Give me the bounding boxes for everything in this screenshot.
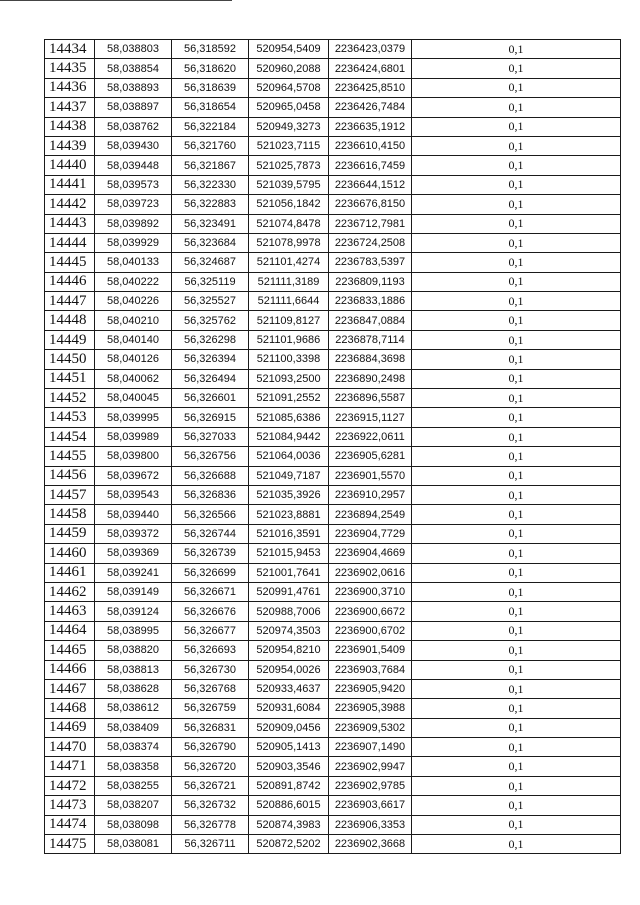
point-number-cell: 14448 [45,311,95,330]
table-row [45,233,621,252]
longitude-cell: 56,318620 [172,59,249,78]
coord-x-cell: 521035,3926 [249,485,329,504]
latitude-cell: 58,038358 [95,757,172,776]
latitude-cell: 58,039124 [95,602,172,621]
table-row [45,563,621,582]
coord-y-cell: 2236902,3668 [329,835,412,854]
coord-y-cell: 2236426,7484 [329,98,412,117]
page-top-rule [0,0,232,1]
table-row [45,447,621,466]
longitude-cell: 56,326836 [172,485,249,504]
table-row [45,350,621,369]
point-number-cell: 14445 [45,253,95,272]
coord-x-cell: 520933,4637 [249,679,329,698]
coord-y-cell: 2236902,9947 [329,757,412,776]
accuracy-cell: 0,1 [412,641,621,660]
accuracy-cell: 0,1 [412,156,621,175]
point-number-cell: 14443 [45,214,95,233]
latitude-cell: 58,038820 [95,641,172,660]
point-number-cell: 14451 [45,369,95,388]
latitude-cell: 58,038098 [95,815,172,834]
point-number-cell: 14437 [45,98,95,117]
accuracy-cell: 0,1 [412,699,621,718]
table-row [45,98,621,117]
point-number-cell: 14450 [45,350,95,369]
longitude-cell: 56,318592 [172,40,249,59]
table-row [45,117,621,136]
coordinates-table [44,39,621,854]
accuracy-cell: 0,1 [412,272,621,291]
longitude-cell: 56,318639 [172,78,249,97]
accuracy-cell: 0,1 [412,544,621,563]
coord-y-cell: 2236915,1127 [329,408,412,427]
latitude-cell: 58,038995 [95,621,172,640]
latitude-cell: 58,038893 [95,78,172,97]
coord-y-cell: 2236902,0616 [329,563,412,582]
latitude-cell: 58,038409 [95,718,172,737]
accuracy-cell: 0,1 [412,195,621,214]
coord-y-cell: 2236910,2957 [329,485,412,504]
coord-y-cell: 2236900,6672 [329,602,412,621]
longitude-cell: 56,326730 [172,660,249,679]
coord-y-cell: 2236644,1512 [329,175,412,194]
accuracy-cell: 0,1 [412,350,621,369]
point-number-cell: 14442 [45,195,95,214]
latitude-cell: 58,039723 [95,195,172,214]
table-row [45,369,621,388]
coord-x-cell: 521049,7187 [249,466,329,485]
coord-y-cell: 2236905,6281 [329,447,412,466]
latitude-cell: 58,038854 [95,59,172,78]
latitude-cell: 58,039989 [95,427,172,446]
latitude-cell: 58,040222 [95,272,172,291]
coord-y-cell: 2236904,7729 [329,524,412,543]
accuracy-cell: 0,1 [412,408,621,427]
coord-y-cell: 2236922,0611 [329,427,412,446]
coord-y-cell: 2236635,1912 [329,117,412,136]
accuracy-cell: 0,1 [412,485,621,504]
table-row [45,136,621,155]
table-row [45,796,621,815]
coord-x-cell: 520965,0458 [249,98,329,117]
longitude-cell: 56,326711 [172,835,249,854]
coord-x-cell: 521001,7641 [249,563,329,582]
longitude-cell: 56,324687 [172,253,249,272]
longitude-cell: 56,326298 [172,330,249,349]
table-row [45,214,621,233]
coord-x-cell: 521064,0036 [249,447,329,466]
accuracy-cell: 0,1 [412,757,621,776]
coord-x-cell: 520909,0456 [249,718,329,737]
accuracy-cell: 0,1 [412,466,621,485]
latitude-cell: 58,038813 [95,660,172,679]
table-row [45,330,621,349]
longitude-cell: 56,326699 [172,563,249,582]
coord-y-cell: 2236894,2549 [329,505,412,524]
table-row [45,718,621,737]
coord-y-cell: 2236724,2508 [329,233,412,252]
longitude-cell: 56,325119 [172,272,249,291]
table-row [45,175,621,194]
coord-x-cell: 520988,7006 [249,602,329,621]
coord-x-cell: 520960,2088 [249,59,329,78]
coord-x-cell: 521078,9978 [249,233,329,252]
table-row [45,485,621,504]
longitude-cell: 56,325762 [172,311,249,330]
point-number-cell: 14458 [45,505,95,524]
longitude-cell: 56,326732 [172,796,249,815]
coord-y-cell: 2236900,6702 [329,621,412,640]
coord-x-cell: 520903,3546 [249,757,329,776]
accuracy-cell: 0,1 [412,117,621,136]
longitude-cell: 56,326676 [172,602,249,621]
coord-y-cell: 2236423,0379 [329,40,412,59]
table-row [45,427,621,446]
coord-x-cell: 521015,9453 [249,544,329,563]
coord-y-cell: 2236906,3353 [329,815,412,834]
accuracy-cell: 0,1 [412,582,621,601]
coord-x-cell: 521023,8881 [249,505,329,524]
coord-x-cell: 520974,3503 [249,621,329,640]
latitude-cell: 58,038762 [95,117,172,136]
coord-y-cell: 2236783,5397 [329,253,412,272]
latitude-cell: 58,040133 [95,253,172,272]
point-number-cell: 14466 [45,660,95,679]
coord-x-cell: 520872,5202 [249,835,329,854]
accuracy-cell: 0,1 [412,738,621,757]
coord-y-cell: 2236896,5587 [329,389,412,408]
table-row [45,466,621,485]
accuracy-cell: 0,1 [412,369,621,388]
point-number-cell: 14473 [45,796,95,815]
accuracy-cell: 0,1 [412,835,621,854]
coord-y-cell: 2236847,0884 [329,311,412,330]
accuracy-cell: 0,1 [412,427,621,446]
table-row [45,311,621,330]
table-row [45,602,621,621]
coord-y-cell: 2236884,3698 [329,350,412,369]
table-row [45,195,621,214]
accuracy-cell: 0,1 [412,796,621,815]
latitude-cell: 58,038081 [95,835,172,854]
coord-y-cell: 2236610,4150 [329,136,412,155]
coord-x-cell: 520954,8210 [249,641,329,660]
table-row [45,679,621,698]
longitude-cell: 56,321760 [172,136,249,155]
accuracy-cell: 0,1 [412,815,621,834]
latitude-cell: 58,039372 [95,524,172,543]
point-number-cell: 14453 [45,408,95,427]
table-row [45,156,621,175]
coord-x-cell: 521093,2500 [249,369,329,388]
longitude-cell: 56,326601 [172,389,249,408]
accuracy-cell: 0,1 [412,59,621,78]
point-number-cell: 14471 [45,757,95,776]
latitude-cell: 58,039929 [95,233,172,252]
coord-x-cell: 520905,1413 [249,738,329,757]
coord-y-cell: 2236712,7981 [329,214,412,233]
coord-x-cell: 520931,6084 [249,699,329,718]
point-number-cell: 14459 [45,524,95,543]
point-number-cell: 14440 [45,156,95,175]
table-row [45,408,621,427]
coord-x-cell: 521109,8127 [249,311,329,330]
latitude-cell: 58,040210 [95,311,172,330]
longitude-cell: 56,326721 [172,776,249,795]
coord-y-cell: 2236903,7684 [329,660,412,679]
latitude-cell: 58,040226 [95,292,172,311]
accuracy-cell: 0,1 [412,776,621,795]
latitude-cell: 58,039440 [95,505,172,524]
table-row [45,835,621,854]
longitude-cell: 56,326394 [172,350,249,369]
longitude-cell: 56,326756 [172,447,249,466]
coord-x-cell: 520874,3983 [249,815,329,834]
point-number-cell: 14436 [45,78,95,97]
longitude-cell: 56,318654 [172,98,249,117]
coord-x-cell: 521111,6644 [249,292,329,311]
coord-y-cell: 2236903,6617 [329,796,412,815]
point-number-cell: 14461 [45,563,95,582]
accuracy-cell: 0,1 [412,253,621,272]
point-number-cell: 14468 [45,699,95,718]
accuracy-cell: 0,1 [412,136,621,155]
latitude-cell: 58,039800 [95,447,172,466]
point-number-cell: 14452 [45,389,95,408]
coord-y-cell: 2236902,9785 [329,776,412,795]
coord-x-cell: 520886,6015 [249,796,329,815]
longitude-cell: 56,326693 [172,641,249,660]
coord-x-cell: 520991,4761 [249,582,329,601]
accuracy-cell: 0,1 [412,505,621,524]
point-number-cell: 14446 [45,272,95,291]
coord-y-cell: 2236905,9420 [329,679,412,698]
coord-x-cell: 521101,9686 [249,330,329,349]
table-row [45,699,621,718]
accuracy-cell: 0,1 [412,40,621,59]
point-number-cell: 14449 [45,330,95,349]
point-number-cell: 14438 [45,117,95,136]
point-number-cell: 14475 [45,835,95,854]
coordinates-table-body [45,40,621,854]
table-row [45,621,621,640]
latitude-cell: 58,039543 [95,485,172,504]
latitude-cell: 58,038612 [95,699,172,718]
latitude-cell: 58,040140 [95,330,172,349]
table-row [45,544,621,563]
table-row [45,78,621,97]
longitude-cell: 56,323684 [172,233,249,252]
longitude-cell: 56,322184 [172,117,249,136]
point-number-cell: 14465 [45,641,95,660]
latitude-cell: 58,039241 [95,563,172,582]
latitude-cell: 58,038897 [95,98,172,117]
point-number-cell: 14474 [45,815,95,834]
point-number-cell: 14435 [45,59,95,78]
longitude-cell: 56,326759 [172,699,249,718]
point-number-cell: 14470 [45,738,95,757]
point-number-cell: 14455 [45,447,95,466]
accuracy-cell: 0,1 [412,524,621,543]
longitude-cell: 56,323491 [172,214,249,233]
latitude-cell: 58,039149 [95,582,172,601]
point-number-cell: 14469 [45,718,95,737]
point-number-cell: 14462 [45,582,95,601]
point-number-cell: 14464 [45,621,95,640]
coord-y-cell: 2236878,7114 [329,330,412,349]
coord-x-cell: 521100,3398 [249,350,329,369]
point-number-cell: 14463 [45,602,95,621]
coord-y-cell: 2236904,4669 [329,544,412,563]
point-number-cell: 14444 [45,233,95,252]
latitude-cell: 58,039573 [95,175,172,194]
point-number-cell: 14460 [45,544,95,563]
coord-y-cell: 2236425,8510 [329,78,412,97]
coord-x-cell: 521025,7873 [249,156,329,175]
point-number-cell: 14447 [45,292,95,311]
accuracy-cell: 0,1 [412,447,621,466]
table-row [45,505,621,524]
coord-y-cell: 2236809,1193 [329,272,412,291]
table-row [45,738,621,757]
longitude-cell: 56,326790 [172,738,249,757]
accuracy-cell: 0,1 [412,389,621,408]
latitude-cell: 58,039892 [95,214,172,233]
longitude-cell: 56,326915 [172,408,249,427]
latitude-cell: 58,040045 [95,389,172,408]
table-row [45,389,621,408]
latitude-cell: 58,038255 [95,776,172,795]
coord-y-cell: 2236900,3710 [329,582,412,601]
point-number-cell: 14454 [45,427,95,446]
longitude-cell: 56,325527 [172,292,249,311]
coord-x-cell: 521074,8478 [249,214,329,233]
latitude-cell: 58,040126 [95,350,172,369]
table-row [45,524,621,543]
latitude-cell: 58,038207 [95,796,172,815]
coord-x-cell: 521085,6386 [249,408,329,427]
latitude-cell: 58,039369 [95,544,172,563]
coord-x-cell: 520891,8742 [249,776,329,795]
table-row [45,40,621,59]
point-number-cell: 14472 [45,776,95,795]
longitude-cell: 56,326677 [172,621,249,640]
accuracy-cell: 0,1 [412,679,621,698]
table-row [45,776,621,795]
coord-y-cell: 2236905,3988 [329,699,412,718]
accuracy-cell: 0,1 [412,621,621,640]
coord-y-cell: 2236890,2498 [329,369,412,388]
coord-y-cell: 2236907,1490 [329,738,412,757]
coord-x-cell: 520954,5409 [249,40,329,59]
accuracy-cell: 0,1 [412,98,621,117]
longitude-cell: 56,326768 [172,679,249,698]
longitude-cell: 56,327033 [172,427,249,446]
table-row [45,253,621,272]
table-row [45,292,621,311]
accuracy-cell: 0,1 [412,175,621,194]
point-number-cell: 14439 [45,136,95,155]
longitude-cell: 56,326831 [172,718,249,737]
coord-y-cell: 2236909,5302 [329,718,412,737]
coord-y-cell: 2236616,7459 [329,156,412,175]
longitude-cell: 56,326778 [172,815,249,834]
accuracy-cell: 0,1 [412,660,621,679]
accuracy-cell: 0,1 [412,292,621,311]
latitude-cell: 58,039430 [95,136,172,155]
latitude-cell: 58,039448 [95,156,172,175]
coord-y-cell: 2236676,8150 [329,195,412,214]
accuracy-cell: 0,1 [412,78,621,97]
longitude-cell: 56,326671 [172,582,249,601]
point-number-cell: 14457 [45,485,95,504]
coord-x-cell: 521056,1842 [249,195,329,214]
table-row [45,757,621,776]
coord-y-cell: 2236424,6801 [329,59,412,78]
latitude-cell: 58,039672 [95,466,172,485]
point-number-cell: 14441 [45,175,95,194]
point-number-cell: 14434 [45,40,95,59]
accuracy-cell: 0,1 [412,311,621,330]
table-row [45,272,621,291]
coord-x-cell: 521101,4274 [249,253,329,272]
latitude-cell: 58,039995 [95,408,172,427]
latitude-cell: 58,040062 [95,369,172,388]
longitude-cell: 56,326566 [172,505,249,524]
accuracy-cell: 0,1 [412,233,621,252]
coord-x-cell: 521016,3591 [249,524,329,543]
coord-y-cell: 2236901,5570 [329,466,412,485]
latitude-cell: 58,038374 [95,738,172,757]
latitude-cell: 58,038803 [95,40,172,59]
coord-x-cell: 520964,5708 [249,78,329,97]
longitude-cell: 56,326744 [172,524,249,543]
longitude-cell: 56,322330 [172,175,249,194]
coord-x-cell: 521084,9442 [249,427,329,446]
table-row [45,59,621,78]
table-row [45,815,621,834]
longitude-cell: 56,326739 [172,544,249,563]
longitude-cell: 56,326494 [172,369,249,388]
longitude-cell: 56,326720 [172,757,249,776]
table-row [45,660,621,679]
coord-x-cell: 521023,7115 [249,136,329,155]
coord-y-cell: 2236833,1886 [329,292,412,311]
coord-x-cell: 521039,5795 [249,175,329,194]
point-number-cell: 14467 [45,679,95,698]
table-row [45,641,621,660]
longitude-cell: 56,321867 [172,156,249,175]
accuracy-cell: 0,1 [412,330,621,349]
longitude-cell: 56,322883 [172,195,249,214]
accuracy-cell: 0,1 [412,563,621,582]
accuracy-cell: 0,1 [412,214,621,233]
point-number-cell: 14456 [45,466,95,485]
accuracy-cell: 0,1 [412,602,621,621]
coord-y-cell: 2236901,5409 [329,641,412,660]
accuracy-cell: 0,1 [412,718,621,737]
table-row [45,582,621,601]
coord-x-cell: 521111,3189 [249,272,329,291]
coord-x-cell: 520954,0026 [249,660,329,679]
coord-x-cell: 520949,3273 [249,117,329,136]
latitude-cell: 58,038628 [95,679,172,698]
coord-x-cell: 521091,2552 [249,389,329,408]
longitude-cell: 56,326688 [172,466,249,485]
